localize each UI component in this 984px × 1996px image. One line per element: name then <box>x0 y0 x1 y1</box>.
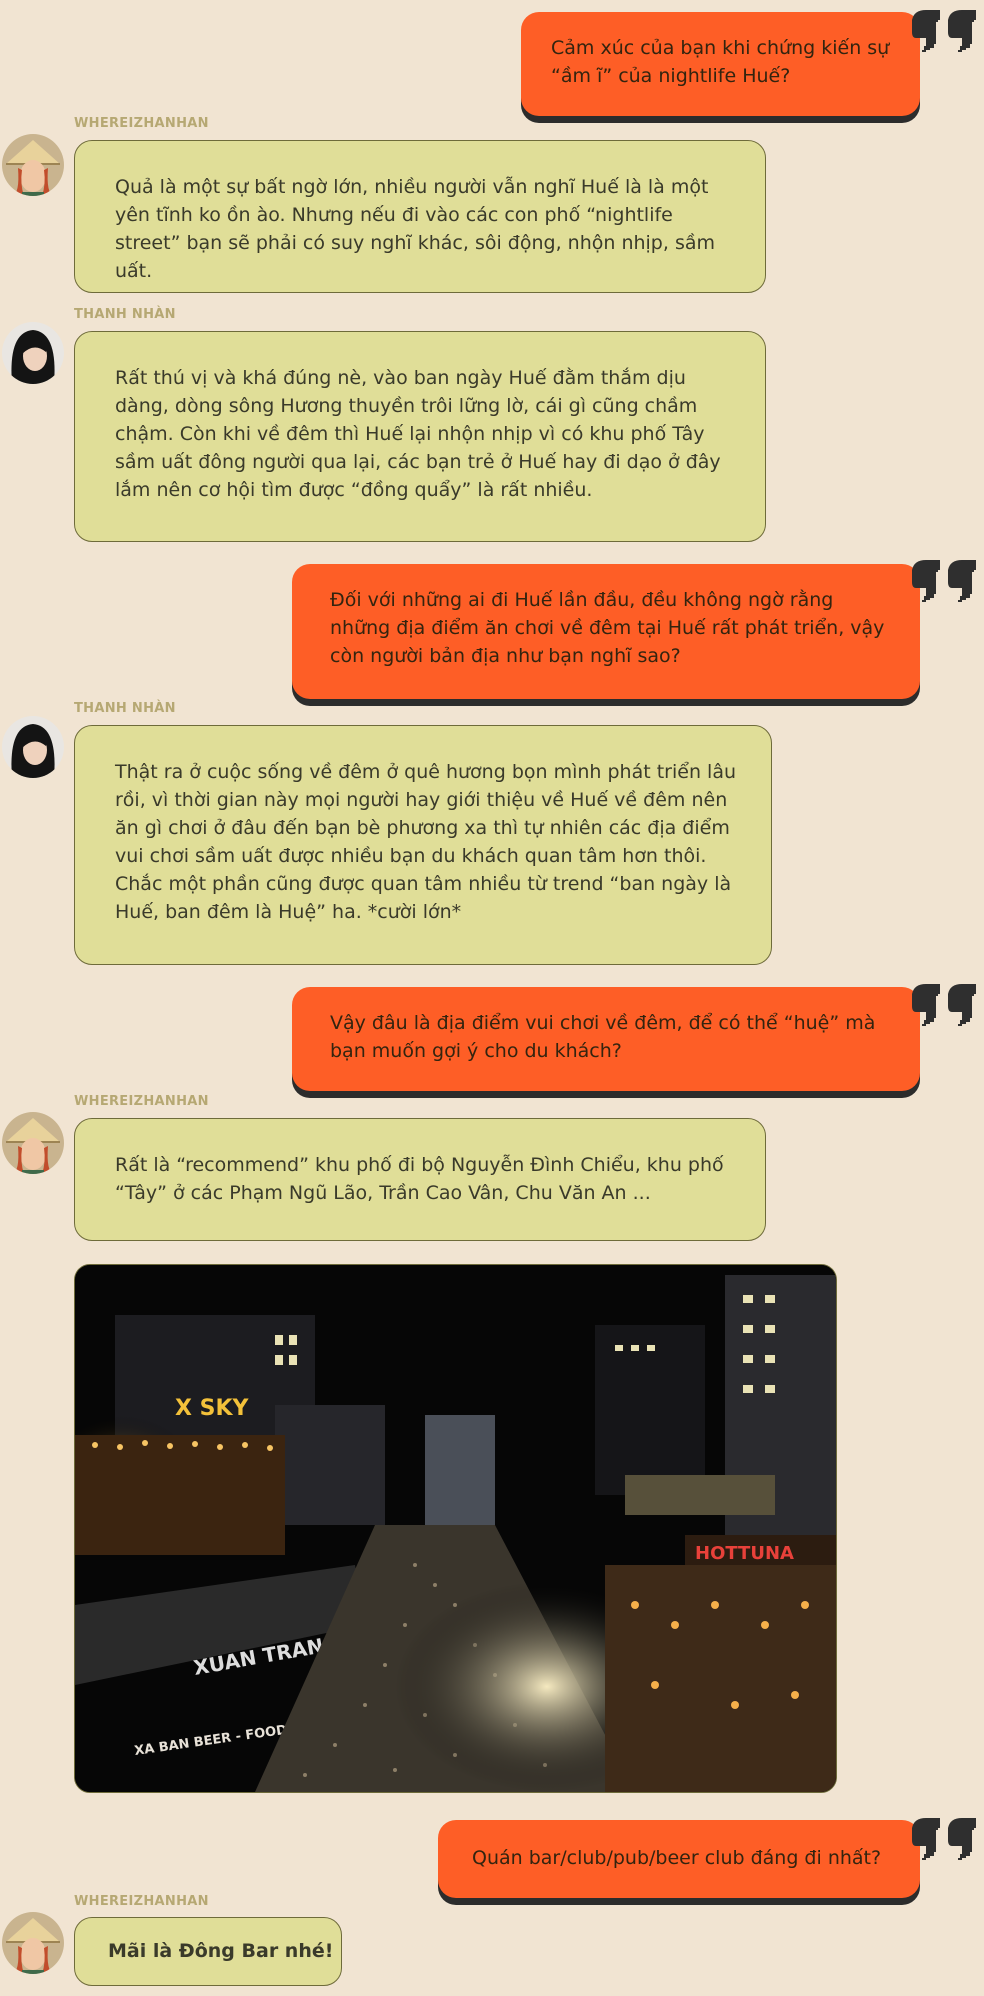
avatar-thanh-nhan <box>2 322 64 384</box>
sender-name: THANH NHÀN <box>74 701 176 716</box>
sign-hottuna: HOTTUNA <box>695 1543 794 1564</box>
question-bubble-1 <box>521 12 920 116</box>
question-text-2: Đối với những ai đi Huế lần đầu, đều không ngờ rằng những địa điểm ăn chơi về đêm tại Huế rất phát triển, vậy còn người bản địa như bạn nghĩ sao? <box>330 589 885 667</box>
avatar-thanh-nhan <box>2 716 64 778</box>
avatar-whereizhanhan <box>2 1912 64 1974</box>
answer-text-1: Quả là một sự bất ngờ lớn, nhiều người vẫn nghĩ Huế là là một yên tĩnh ko ồn ào. Nhưng nếu đi vào các con phố “nightlife street” bạn sẽ phải có suy nghĩ khác, sôi động, nhộn nhịp, sầm uất. <box>115 176 715 282</box>
answer-text-2: Rất thú vị và khá đúng nè, vào ban ngày Huế đằm thắm dịu dàng, dòng sông Hương thuyền trôi lững lờ, cái gì cũng chầm chậm. Còn khi về đêm thì Huế lại nhộn nhịp vì có khu phố Tây sầm uất đông người qua lại, các bạn trẻ ở Huế hay đi dạo ở đây lắm nên cơ hội tìm được “đồng quẩy” là rất nhiều. <box>115 367 721 501</box>
sender-name: WHEREIZHANHAN <box>74 116 209 131</box>
sender-name: THANH NHÀN <box>74 307 176 322</box>
question-bubble-3 <box>292 987 920 1091</box>
quote-icon <box>908 6 982 60</box>
question-bubble-2 <box>292 564 920 699</box>
sender-name: WHEREIZHANHAN <box>74 1894 209 1909</box>
question-text-3: Vậy đâu là địa điểm vui chơi về đêm, để có thể “huệ” mà bạn muốn gợi ý cho du khách? <box>330 1012 876 1062</box>
answer-text-4: Rất là “recommend” khu phố đi bộ Nguyễn Đình Chiểu, khu phố “Tây” ở các Phạm Ngũ Lão, Trần Cao Vân, Chu Văn An ... <box>115 1154 724 1204</box>
avatar-whereizhanhan <box>2 1112 64 1174</box>
question-text-4: Quán bar/club/pub/beer club đáng đi nhất? <box>472 1847 882 1869</box>
answer-bubble-2 <box>74 331 766 542</box>
answer-bubble-3 <box>74 725 772 965</box>
quote-icon <box>908 556 982 610</box>
answer-text-3: Thật ra ở cuộc sống về đêm ở quê hương bọn mình phát triển lâu rồi, vì thời gian này mọi người hay giới thiệu về Huế về đêm nên ăn gì chơi ở đâu đến bạn bè phương xa thì tự nhiên các địa điểm vui chơi sầm uất được nhiều bạn du khách quan tâm hơn thôi. Chắc một phần cũng được quan tâm nhiều từ trend “ban ngày là Huế, ban đêm là Huệ” ha. *cười lớn* <box>115 761 737 923</box>
avatar-whereizhanhan <box>2 134 64 196</box>
answer-text-5: Mãi là Đông Bar nhé! <box>108 1940 334 1962</box>
night-street-photo <box>74 1264 837 1793</box>
question-text-1: Cảm xúc của bạn khi chứng kiến sự “ầm ĩ” của nightlife Huế? <box>551 37 890 87</box>
answer-bubble-5 <box>74 1917 342 1986</box>
quote-icon <box>908 980 982 1034</box>
question-bubble-4 <box>438 1820 920 1898</box>
sender-name: WHEREIZHANHAN <box>74 1094 209 1109</box>
quote-icon <box>908 1814 982 1868</box>
answer-bubble-1 <box>74 140 766 293</box>
answer-bubble-4 <box>74 1118 766 1241</box>
